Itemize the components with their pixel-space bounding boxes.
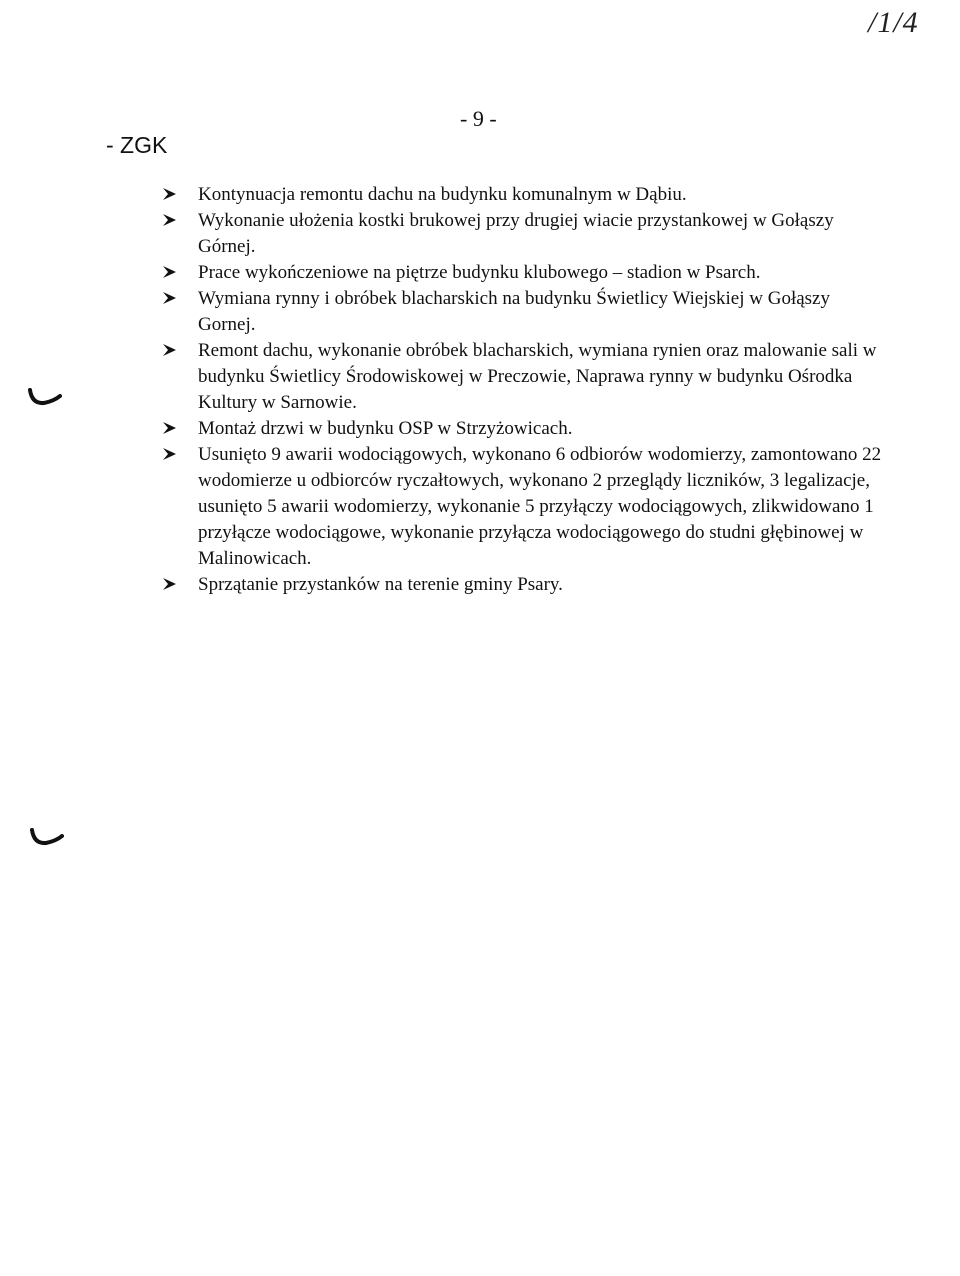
list-item bbox=[162, 260, 882, 286]
bullet-list bbox=[162, 182, 882, 598]
arrow-bullet-icon bbox=[162, 208, 182, 234]
arrow-bullet-icon bbox=[162, 416, 182, 442]
list-item-text: Prace wykończeniowe na piętrze budynku klubowego – stadion w Psarch. bbox=[198, 262, 761, 283]
page-number: - 9 - bbox=[460, 106, 497, 131]
list-item bbox=[162, 208, 882, 260]
list-item bbox=[162, 572, 882, 598]
list-item-text: Montaż drzwi w budynku OSP w Strzyżowicach. bbox=[198, 418, 573, 439]
list-item bbox=[162, 182, 882, 208]
list-item bbox=[162, 338, 882, 416]
list-item bbox=[162, 286, 882, 338]
arrow-bullet-icon bbox=[162, 260, 182, 286]
arrow-bullet-icon bbox=[162, 442, 182, 468]
list-item-text: Wymiana rynny i obróbek blacharskich na budynku Świetlicy Wiejskiej w Gołąszy Gornej. bbox=[198, 288, 830, 335]
section-title: - ZGK bbox=[106, 132, 168, 158]
list-item-text: Usunięto 9 awarii wodociągowych, wykonano 6 odbiorów wodomierzy, zamontowano 22 wodomierze u odbiorców ryczałtowych, wykonano 2 przeglądy liczników, 3 legalizacje, usunięto 5 awarii wodomierzy, wykonanie 5 przyłączy wodociągowych, zlikwidowano 1 przyłącze wodociągowe, wykonanie przyłącza wodociągowego do studni głębinowej w Malinowicach. bbox=[198, 444, 882, 569]
list-item-text: Wykonanie ułożenia kostki brukowej przy drugiej wiacie przystankowej w Gołąszy Górnej. bbox=[198, 210, 834, 257]
arrow-bullet-icon bbox=[162, 286, 182, 312]
list-item-text: Kontynuacja remontu dachu na budynku komunalnym w Dąbiu. bbox=[198, 184, 687, 205]
list-item bbox=[162, 442, 882, 572]
list-item-text: Remont dachu, wykonanie obróbek blacharskich, wymiana rynien oraz malowanie sali w budynku Świetlicy Środowiskowej w Preczowie, Naprawa rynny w budynku Ośrodka Kultury w Sarnowie. bbox=[198, 340, 877, 413]
list-item bbox=[162, 416, 882, 442]
list-item-text: Sprzątanie przystanków na terenie gminy Psary. bbox=[198, 574, 563, 595]
page-mark: /1/4 bbox=[868, 6, 919, 39]
arrow-bullet-icon bbox=[162, 182, 182, 208]
arrow-bullet-icon bbox=[162, 338, 182, 364]
arrow-bullet-icon bbox=[162, 572, 182, 598]
margin-check-mark bbox=[30, 828, 64, 853]
margin-check-mark bbox=[28, 388, 62, 413]
